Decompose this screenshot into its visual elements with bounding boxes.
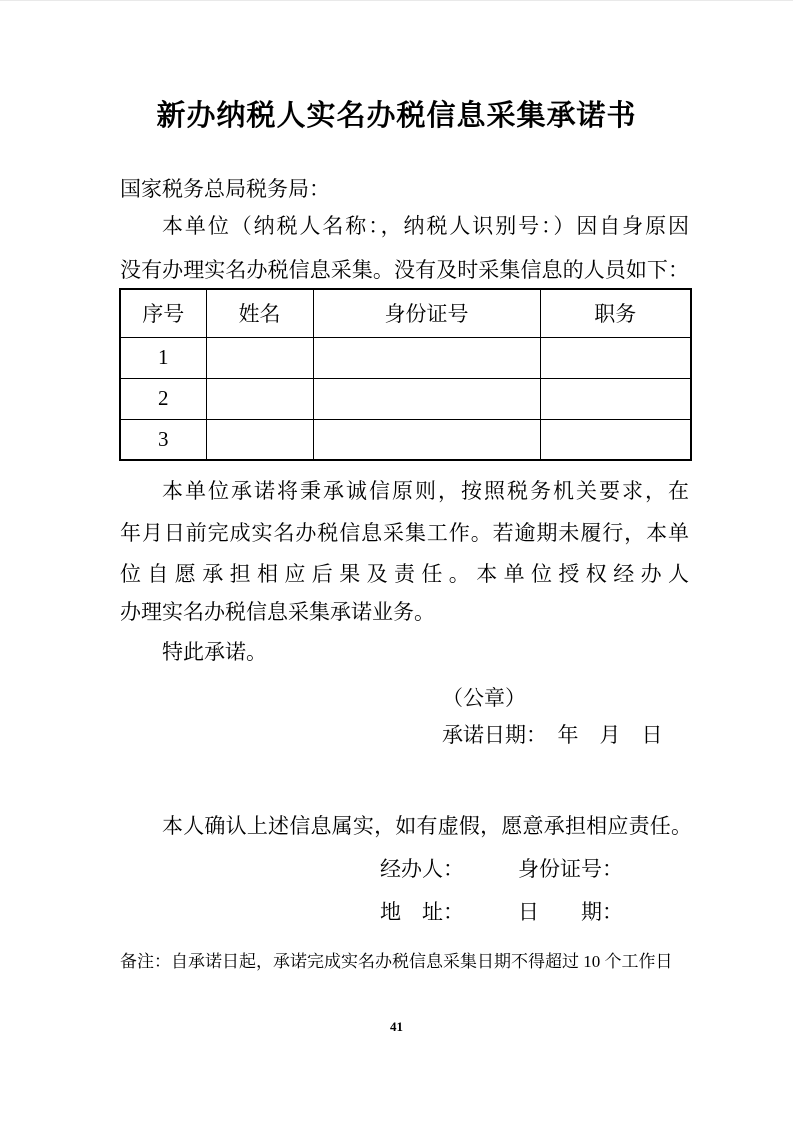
duty-cell: [540, 419, 691, 460]
row-number-cell: 2: [120, 378, 206, 419]
id-number-label: 身份证号：: [518, 857, 623, 881]
col-header-id-number: 身份证号: [313, 289, 540, 337]
paragraph2-line1: 本单位承诺将秉承诚信原则，按照税务机关要求，在: [162, 479, 689, 503]
paragraph2-line4: 办理实名办税信息采集承诺业务。: [120, 600, 435, 624]
commitment-line: 特此承诺。: [162, 640, 267, 664]
name-cell: [206, 419, 313, 460]
id-number-cell: [313, 378, 540, 419]
official-seal-placeholder: （公章）: [442, 686, 526, 710]
paragraph1-line1: 本单位（纳税人名称：，纳税人识别号：）因自身原因: [162, 214, 689, 238]
confirmation-line: 本人确认上述信息属实，如有虚假，愿意承担相应责任。: [162, 814, 692, 838]
col-header-name: 姓名: [206, 289, 313, 337]
page-number: 41: [390, 1019, 403, 1034]
uncollected-persons-table: [119, 288, 692, 461]
table-row: [120, 337, 691, 378]
date-label: 日 期：: [518, 900, 623, 924]
footnote-line: 备注：自承诺日起，承诺完成实名办税信息采集日期不得超过 10 个工作日: [120, 952, 673, 971]
address-label: 地 址：: [380, 900, 464, 924]
row-number-cell: 3: [120, 419, 206, 460]
id-number-cell: [313, 337, 540, 378]
table-row: [120, 378, 691, 419]
row-number-cell: 1: [120, 337, 206, 378]
col-header-index: 序号: [120, 289, 206, 337]
duty-cell: [540, 337, 691, 378]
name-cell: [206, 337, 313, 378]
id-number-cell: [313, 419, 540, 460]
agent-label: 经办人：: [380, 857, 464, 881]
page-title: 新办纳税人实名办税信息采集承诺书: [156, 100, 637, 132]
paragraph2-line2: 年月日前完成实名办税信息采集工作。若逾期未履行，本单: [120, 521, 689, 545]
duty-cell: [540, 378, 691, 419]
commitment-date-line: 承诺日期： 年 月 日: [442, 723, 663, 747]
table-row: [120, 419, 691, 460]
page-top-edge: [0, 0, 793, 1]
table-header-row: [120, 289, 691, 337]
name-cell: [206, 378, 313, 419]
salutation-line: 国家税务总局税务局：: [120, 177, 330, 201]
col-header-duty: 职务: [540, 289, 691, 337]
paragraph1-line2: 没有办理实名办税信息采集。没有及时采集信息的人员如下：: [120, 258, 689, 282]
paragraph2-line3: 位自愿承担相应后果及责任。本单位授权经办人: [120, 562, 689, 586]
